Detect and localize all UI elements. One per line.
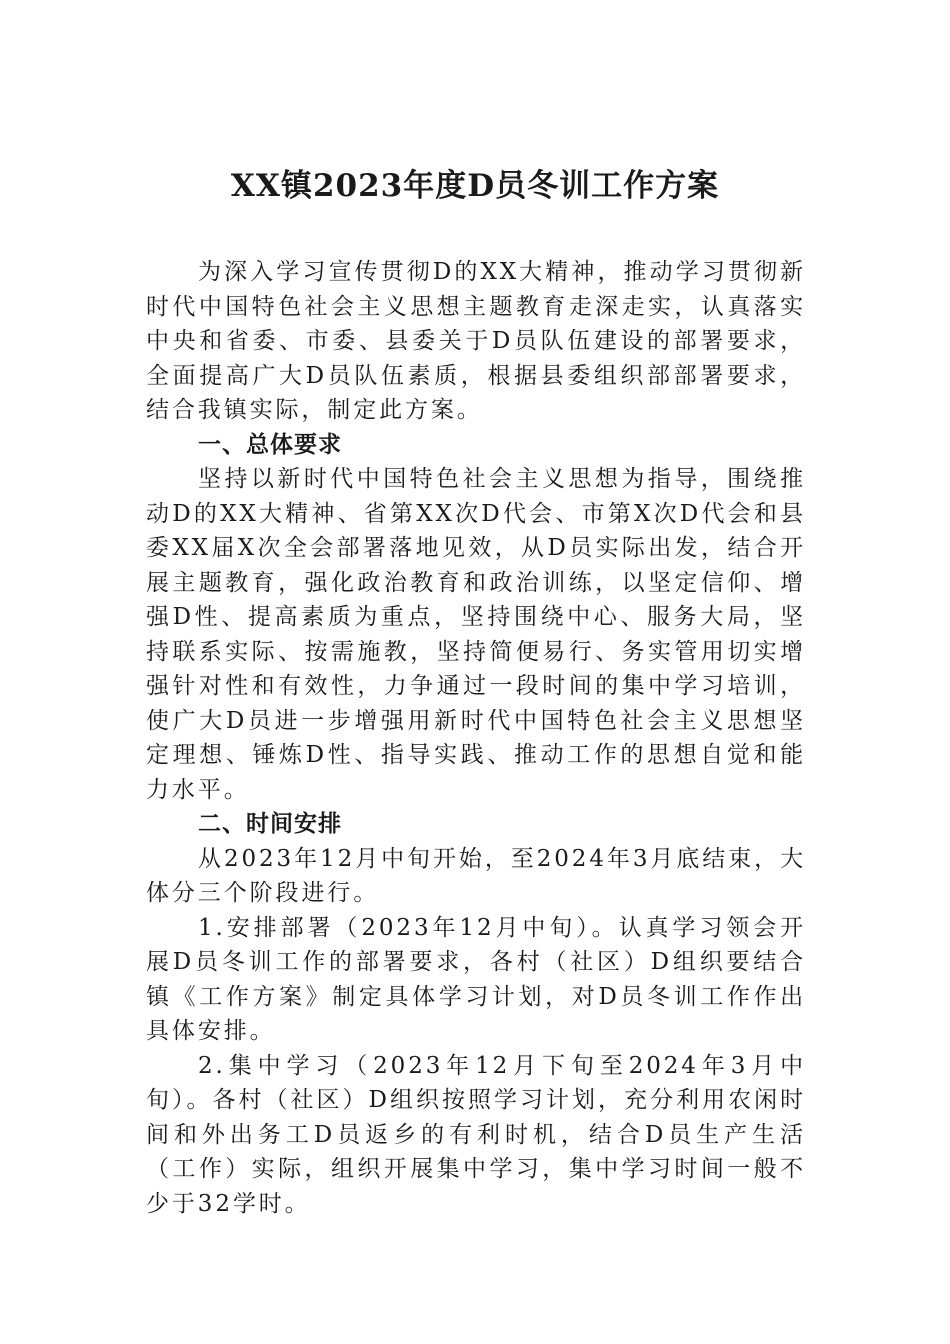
intro-paragraph: 为深入学习宣传贯彻D的XX大精神，推动学习贯彻新时代中国特色社会主义思想主题教育走深走实，认真落实中央和省委、市委、县委关于D员队伍建设的部署要求，全面提高广大D员队伍素质，根据县委组织部部署要求，结合我镇实际，制定此方案。 <box>146 259 806 423</box>
schedule-stage-2-paragraph: 2.集中学习（2023年12月下旬至2024年3月中旬）。各村（社区）D组织按照学习计划，充分利用农闲时间和外出务工D员返乡的有利时机，结合D员生产生活（工作）实际，组织开展集中学习，集中学习时间一般不少于32学时。 <box>146 1052 806 1217</box>
general-requirements-paragraph: 坚持以新时代中国特色社会主义思想为指导，围绕推动D的XX大精神、省第XX次D代会、市第X次D代会和县委XX届X次全会部署落地见效，从D员实际出发，结合开展主题教育，强化政治教育和政治训练，以坚定信仰、增强D性、提高素质为重点，坚持围绕中心、服务大局，坚持联系实际、按需施教，坚持简便易行、务实管用切实增强针对性和有效性，力争通过一段时间的集中学习培训，使广大D员进一步增强用新时代中国特色社会主义思想坚定理想、锤炼D性、指导实践、推动工作的思想自觉和能力水平。 <box>146 466 806 803</box>
schedule-paragraph: 从2023年12月中旬开始，至2024年3月底结束，大体分三个阶段进行。 <box>146 845 806 906</box>
schedule-stage-1-paragraph: 1.安排部署（2023年12月中旬）。认真学习领会开展D员冬训工作的部署要求，各村（社区）D组织要结合镇《工作方案》制定具体学习计划，对D员冬训工作作出具体安排。 <box>146 914 806 1044</box>
section-heading-general-requirements: 一、总体要求 <box>198 431 342 458</box>
document-body <box>146 255 806 1221</box>
document-title: XX镇2023年度D员冬训工作方案 <box>230 168 720 204</box>
section-heading-schedule: 二、时间安排 <box>198 811 342 837</box>
